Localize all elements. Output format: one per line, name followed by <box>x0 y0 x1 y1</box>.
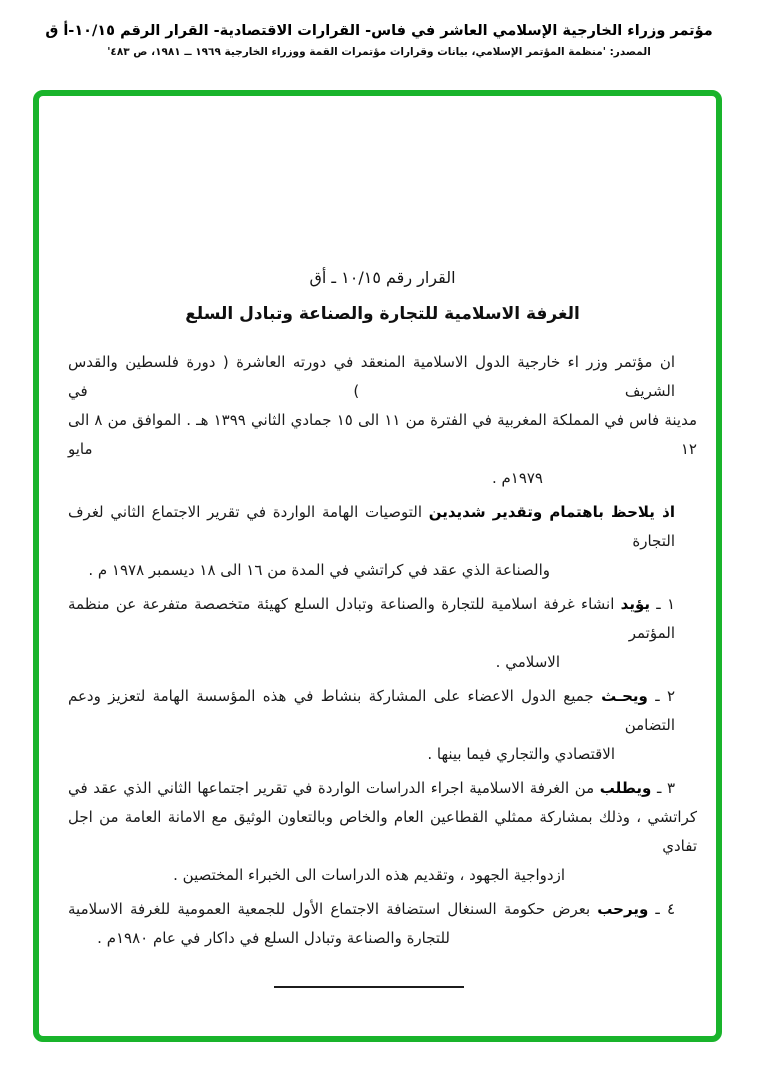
document-line: الاقتصادي والتجاري فيما بينها . <box>427 745 615 763</box>
document-header-title: مؤتمر وزراء الخارجية الإسلامي العاشر في فاس- القرارات الاقتصادية- القرار الرقم ١٠/١٥-أ ق <box>45 23 713 39</box>
paragraph <box>68 774 697 890</box>
source-citation-line: المصدر: 'منظمة المؤتمر الإسلامي، بيانات وقرارات مؤتمرات القمة ووزراء الخارجية ١٩٦٩ ــ ١٩٨١، ص ٤٨٣' <box>107 46 651 58</box>
document-line: ٢ ـ ويحـث جميع الدول الاعضاء على المشاركة بنشاط في هذه المؤسسة الهامة لتعزيز ودعم التضامن <box>68 687 675 734</box>
document-line: ٤ ـ ويرحب بعرض حكومة السنغال استضافة الاجتماع الأول للجمعية العمومية للغرفة الاسلامية <box>68 900 675 918</box>
document-line: ٣ ـ ويطلب من الغرفة الاسلامية اجراء الدراسات الواردة في تقرير اجتماعها الثاني الذي عقد في <box>68 779 676 797</box>
document-line: كراتشي ، وذلك بمشاركة ممثلي القطاعين العام والخاص وبالتعاون الوثيق مع الامانة العامة من اجل تفادي <box>68 808 697 855</box>
document-line: ١ ـ يؤيد انشاء غرفة اسلامية للتجارة والصناعة وتبادل السلع كهيئة متخصصة متفرعة عن منظمة المؤتمر <box>68 595 675 642</box>
resolution-subject-title: الغرفة الاسلامية للتجارة والصناعة وتبادل السلع <box>185 304 580 324</box>
paragraph <box>68 348 697 493</box>
document-line: مدينة فاس في المملكة المغربية في الفترة من ١١ الى ١٥ جمادي الثاني ١٣٩٩ هـ . الموافق من ٨ الى ١٢ مايو <box>68 411 698 458</box>
paragraph <box>68 895 697 953</box>
page-header <box>0 0 758 59</box>
document-line: اذ يلاحظ باهتمام وتقدير شديدين التوصيات الهامة الواردة في تقرير الاجتماع الثاني لغرف التجارة <box>68 503 675 550</box>
footer-divider-line <box>274 986 464 988</box>
resolution-number-title: القرار رقم ١٠/١٥ ـ أق <box>309 268 456 287</box>
document-line: والصناعة الذي عقد في كراتشي في المدة من ١٦ الى ١٨ ديسمبر ١٩٧٨ م . <box>88 561 550 579</box>
document-line: ان مؤتمر وزر اء خارجية الدول الاسلامية المنعقد في دورته العاشرة ( دورة فلسطين والقدس الشريف ) في <box>68 353 675 400</box>
paragraph <box>68 590 697 677</box>
paragraph <box>68 498 697 585</box>
document-line: الاسلامي . <box>495 653 560 671</box>
document-line: ازدواجية الجهود ، وتقديم هذه الدراسات الى الخبراء المختصين . <box>173 866 565 884</box>
document-content <box>68 96 697 988</box>
document-line: للتجارة والصناعة وتبادل السلع في داكار في عام ١٩٨٠م . <box>97 929 450 947</box>
paragraph <box>68 682 697 769</box>
document-body <box>68 348 697 953</box>
document-line: ١٩٧٩م . <box>491 469 543 487</box>
